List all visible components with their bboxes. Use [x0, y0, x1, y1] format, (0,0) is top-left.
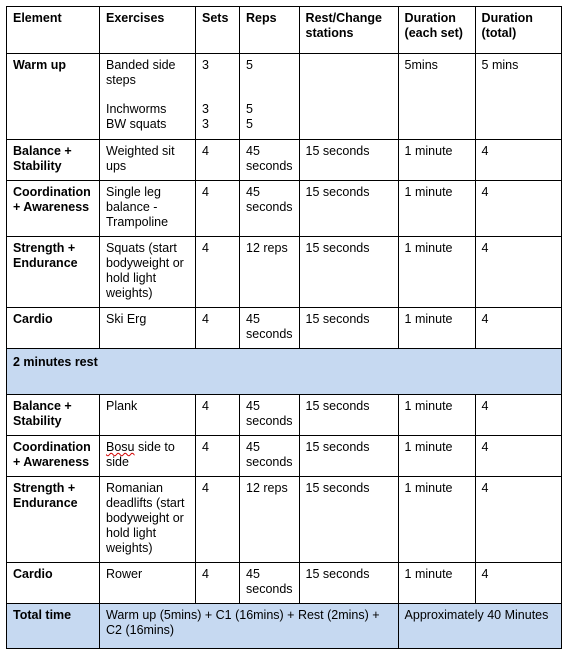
rest-band: 2 minutes rest — [7, 349, 562, 395]
rest-cell: 15 seconds — [299, 237, 398, 308]
rest-cell: 15 seconds — [299, 140, 398, 181]
table-row — [7, 563, 562, 604]
reps-cell: 45 seconds — [240, 140, 300, 181]
element-cell: Strength + Endurance — [7, 237, 100, 308]
total-breakdown: Warm up (5mins) + C1 (16mins) + Rest (2mins) + C2 (16mins) — [100, 604, 399, 649]
sets-value: 3 — [202, 58, 209, 72]
duration-each-cell: 5mins — [398, 54, 475, 140]
sets-cell: 4 — [196, 140, 240, 181]
element-cell: Balance + Stability — [7, 140, 100, 181]
exercise-cell — [100, 54, 196, 140]
reps-value: 5 — [246, 117, 253, 131]
sets-cell: 4 — [196, 436, 240, 477]
reps-cell: 45 seconds — [240, 563, 300, 604]
total-approx: Approximately 40 Minutes — [398, 604, 561, 649]
reps-cell: 45 seconds — [240, 395, 300, 436]
header-sets: Sets — [196, 7, 240, 54]
duration-each-cell: 1 minute — [398, 395, 475, 436]
reps-value: 5 — [246, 102, 253, 116]
sets-value: 3 — [202, 102, 209, 116]
rest-cell: 15 seconds — [299, 308, 398, 349]
header-rest: Rest/Change stations — [299, 7, 398, 54]
reps-cell: 45 seconds — [240, 308, 300, 349]
element-cell: Coordination + Awareness — [7, 181, 100, 237]
duration-total-cell: 5 mins — [475, 54, 561, 140]
element-cell: Coordination + Awareness — [7, 436, 100, 477]
header-duration-total: Duration (total) — [475, 7, 561, 54]
reps-cell: 45 seconds — [240, 181, 300, 237]
duration-each-cell: 1 minute — [398, 477, 475, 563]
exercise-cell: Rower — [100, 563, 196, 604]
element-cell: Balance + Stability — [7, 395, 100, 436]
rest-cell: 15 seconds — [299, 477, 398, 563]
spellcheck-word: Bosu — [106, 440, 135, 454]
rest-cell: 15 seconds — [299, 181, 398, 237]
exercise-cell: Romanian deadlifts (start bodyweight or hold light weights) — [100, 477, 196, 563]
duration-total-cell: 4 — [475, 436, 561, 477]
exercise-cell: Plank — [100, 395, 196, 436]
exercise-name: Banded side steps — [106, 58, 176, 87]
sets-cell: 4 — [196, 477, 240, 563]
duration-total-cell: 4 — [475, 181, 561, 237]
exercise-cell: Squats (start bodyweight or hold light weights) — [100, 237, 196, 308]
exercise-cell: Ski Erg — [100, 308, 196, 349]
total-row — [7, 604, 562, 649]
sets-cell: 4 — [196, 308, 240, 349]
sets-cell: 4 — [196, 395, 240, 436]
table-row — [7, 395, 562, 436]
sets-cell: 4 — [196, 563, 240, 604]
duration-each-cell: 1 minute — [398, 181, 475, 237]
header-exercises: Exercises — [100, 7, 196, 54]
table-row — [7, 308, 562, 349]
total-label: Total time — [7, 604, 100, 649]
exercise-name: BW squats — [106, 117, 167, 131]
table-row — [7, 477, 562, 563]
rest-cell: 15 seconds — [299, 395, 398, 436]
header-row — [7, 7, 562, 54]
element-cell: Cardio — [7, 563, 100, 604]
rest-band-row — [7, 349, 562, 395]
table-row-warmup — [7, 54, 562, 140]
exercise-cell: Weighted sit ups — [100, 140, 196, 181]
table-row — [7, 436, 562, 477]
element-cell: Cardio — [7, 308, 100, 349]
duration-total-cell: 4 — [475, 237, 561, 308]
duration-total-cell: 4 — [475, 563, 561, 604]
sets-cell — [196, 54, 240, 140]
duration-each-cell: 1 minute — [398, 436, 475, 477]
reps-cell: 12 reps — [240, 477, 300, 563]
duration-total-cell: 4 — [475, 140, 561, 181]
duration-total-cell: 4 — [475, 395, 561, 436]
workout-table — [6, 6, 562, 649]
element-cell: Warm up — [7, 54, 100, 140]
header-reps: Reps — [240, 7, 300, 54]
exercise-text: side to side — [106, 440, 175, 469]
duration-total-cell: 4 — [475, 308, 561, 349]
sets-cell: 4 — [196, 181, 240, 237]
rest-cell — [299, 54, 398, 140]
duration-each-cell: 1 minute — [398, 237, 475, 308]
table-row — [7, 237, 562, 308]
element-cell: Strength + Endurance — [7, 477, 100, 563]
duration-each-cell: 1 minute — [398, 140, 475, 181]
reps-value: 5 — [246, 58, 253, 72]
reps-cell — [240, 54, 300, 140]
table-row — [7, 181, 562, 237]
reps-cell: 12 reps — [240, 237, 300, 308]
sets-cell: 4 — [196, 237, 240, 308]
sets-value: 3 — [202, 117, 209, 131]
header-duration-each: Duration (each set) — [398, 7, 475, 54]
table-row — [7, 140, 562, 181]
rest-cell: 15 seconds — [299, 563, 398, 604]
exercise-cell — [100, 436, 196, 477]
exercise-name: Inchworms — [106, 102, 167, 116]
reps-cell: 45 seconds — [240, 436, 300, 477]
duration-each-cell: 1 minute — [398, 563, 475, 604]
header-element: Element — [7, 7, 100, 54]
duration-total-cell: 4 — [475, 477, 561, 563]
duration-each-cell: 1 minute — [398, 308, 475, 349]
rest-cell: 15 seconds — [299, 436, 398, 477]
exercise-cell: Single leg balance - Trampoline — [100, 181, 196, 237]
